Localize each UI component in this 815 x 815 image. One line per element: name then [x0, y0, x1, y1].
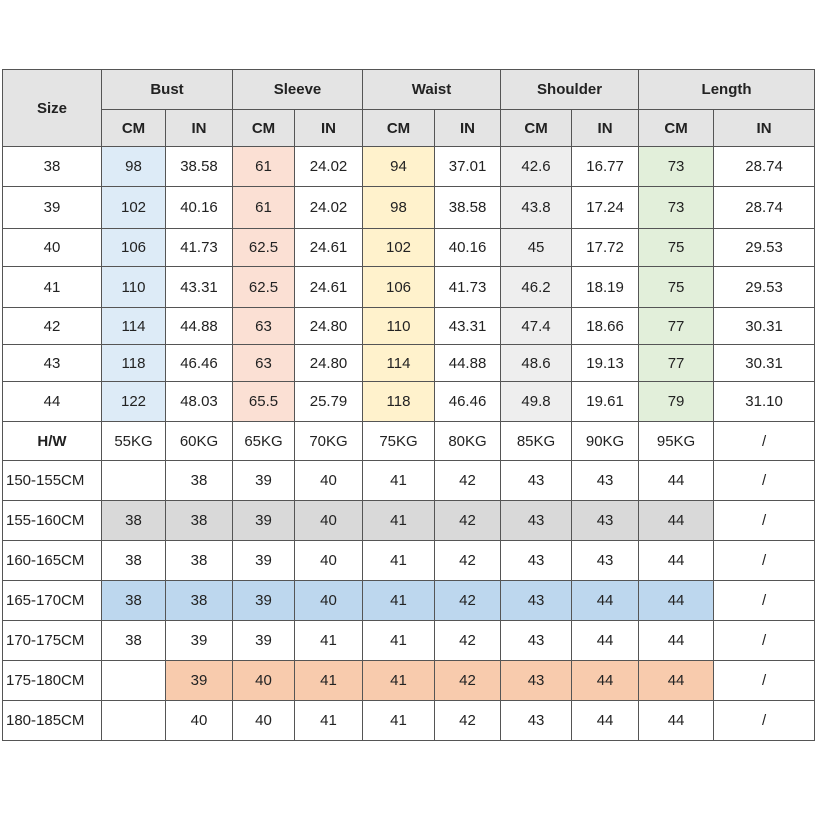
recommended-size-cell: 43 — [501, 501, 572, 541]
recommended-size-cell: 44 — [639, 501, 714, 541]
sleeve-cm-cell: 61 — [233, 147, 295, 187]
size-value: 40 — [3, 229, 102, 267]
recommended-size-cell: / — [714, 701, 815, 741]
bust-in-cell: 40.16 — [166, 187, 233, 229]
recommended-size-cell: / — [714, 581, 815, 621]
hw-row — [3, 501, 815, 541]
shoulder-in-cell: 17.24 — [572, 187, 639, 229]
size-row — [3, 382, 815, 422]
bust-cm-cell: 102 — [102, 187, 166, 229]
recommended-size-cell: 38 — [102, 541, 166, 581]
recommended-size-cell: 42 — [435, 581, 501, 621]
weight-header: 95KG — [639, 422, 714, 461]
bust-in-header: IN — [166, 110, 233, 147]
recommended-size-cell: 38 — [102, 581, 166, 621]
shoulder-cm-cell: 47.4 — [501, 308, 572, 345]
size-value: 39 — [3, 187, 102, 229]
recommended-size-cell: 42 — [435, 461, 501, 501]
recommended-size-cell: 44 — [639, 541, 714, 581]
shoulder-in-cell: 18.66 — [572, 308, 639, 345]
weight-header: 75KG — [363, 422, 435, 461]
size-value: 38 — [3, 147, 102, 187]
waist-in-cell: 41.73 — [435, 267, 501, 308]
sleeve-cm-cell: 62.5 — [233, 229, 295, 267]
weight-header: / — [714, 422, 815, 461]
recommended-size-cell: 39 — [166, 661, 233, 701]
sleeve-in-cell: 24.80 — [295, 345, 363, 382]
shoulder-cm-cell: 43.8 — [501, 187, 572, 229]
height-range: 150-155CM — [3, 461, 102, 501]
header-row-groups — [3, 70, 815, 110]
recommended-size-cell: 40 — [166, 701, 233, 741]
shoulder-header: Shoulder — [501, 70, 639, 110]
recommended-size-cell: 38 — [166, 541, 233, 581]
height-range: 175-180CM — [3, 661, 102, 701]
sleeve-in-cell: 25.79 — [295, 382, 363, 422]
size-row — [3, 147, 815, 187]
recommended-size-cell — [102, 661, 166, 701]
waist-in-cell: 43.31 — [435, 308, 501, 345]
length-cm-cell: 75 — [639, 267, 714, 308]
recommended-size-cell: 43 — [501, 541, 572, 581]
length-in-cell: 30.31 — [714, 308, 815, 345]
waist-in-cell: 44.88 — [435, 345, 501, 382]
weight-header: 70KG — [295, 422, 363, 461]
recommended-size-cell: 43 — [501, 461, 572, 501]
waist-in-header: IN — [435, 110, 501, 147]
recommended-size-cell: 44 — [639, 661, 714, 701]
bust-in-cell: 41.73 — [166, 229, 233, 267]
sleeve-cm-header: CM — [233, 110, 295, 147]
length-in-cell: 28.74 — [714, 147, 815, 187]
recommended-size-cell: 41 — [363, 621, 435, 661]
length-in-cell: 29.53 — [714, 267, 815, 308]
size-value: 42 — [3, 308, 102, 345]
recommended-size-cell: 44 — [639, 701, 714, 741]
recommended-size-cell: 38 — [166, 501, 233, 541]
waist-in-cell: 37.01 — [435, 147, 501, 187]
size-row — [3, 267, 815, 308]
hw-row — [3, 541, 815, 581]
length-cm-cell: 77 — [639, 308, 714, 345]
hw-label: H/W — [3, 422, 102, 461]
waist-cm-cell: 106 — [363, 267, 435, 308]
recommended-size-cell: 39 — [233, 581, 295, 621]
recommended-size-cell — [102, 461, 166, 501]
sleeve-cm-cell: 63 — [233, 345, 295, 382]
waist-header: Waist — [363, 70, 501, 110]
recommended-size-cell: 40 — [295, 541, 363, 581]
shoulder-in-header: IN — [572, 110, 639, 147]
bust-in-cell: 43.31 — [166, 267, 233, 308]
sleeve-cm-cell: 62.5 — [233, 267, 295, 308]
height-range: 170-175CM — [3, 621, 102, 661]
recommended-size-cell: 41 — [295, 661, 363, 701]
bust-cm-header: CM — [102, 110, 166, 147]
length-in-cell: 28.74 — [714, 187, 815, 229]
recommended-size-cell: 42 — [435, 701, 501, 741]
recommended-size-cell: 41 — [295, 621, 363, 661]
length-cm-cell: 79 — [639, 382, 714, 422]
waist-cm-cell: 102 — [363, 229, 435, 267]
recommended-size-cell: / — [714, 461, 815, 501]
height-range: 180-185CM — [3, 701, 102, 741]
recommended-size-cell: 43 — [501, 621, 572, 661]
size-row — [3, 229, 815, 267]
waist-in-cell: 38.58 — [435, 187, 501, 229]
weight-header: 55KG — [102, 422, 166, 461]
length-in-header: IN — [714, 110, 815, 147]
length-cm-cell: 73 — [639, 187, 714, 229]
recommended-size-cell: 39 — [233, 541, 295, 581]
bust-in-cell: 46.46 — [166, 345, 233, 382]
height-range: 160-165CM — [3, 541, 102, 581]
waist-cm-cell: 110 — [363, 308, 435, 345]
weight-header: 90KG — [572, 422, 639, 461]
recommended-size-cell: 43 — [501, 661, 572, 701]
length-cm-cell: 73 — [639, 147, 714, 187]
size-header: Size — [3, 70, 102, 147]
sleeve-in-cell: 24.61 — [295, 229, 363, 267]
sleeve-in-cell: 24.02 — [295, 187, 363, 229]
recommended-size-cell: 38 — [166, 581, 233, 621]
shoulder-cm-header: CM — [501, 110, 572, 147]
recommended-size-cell: 44 — [639, 461, 714, 501]
sleeve-cm-cell: 63 — [233, 308, 295, 345]
recommended-size-cell: 38 — [166, 461, 233, 501]
header-row-units — [3, 110, 815, 147]
recommended-size-cell: 39 — [166, 621, 233, 661]
length-header: Length — [639, 70, 815, 110]
recommended-size-cell: 39 — [233, 461, 295, 501]
recommended-size-cell: 38 — [102, 621, 166, 661]
recommended-size-cell: 40 — [295, 501, 363, 541]
length-in-cell: 29.53 — [714, 229, 815, 267]
height-range: 155-160CM — [3, 501, 102, 541]
length-in-cell: 31.10 — [714, 382, 815, 422]
recommended-size-cell: 41 — [363, 501, 435, 541]
height-range: 165-170CM — [3, 581, 102, 621]
length-cm-cell: 75 — [639, 229, 714, 267]
sleeve-in-header: IN — [295, 110, 363, 147]
recommended-size-cell: 43 — [501, 581, 572, 621]
recommended-size-cell: 40 — [295, 581, 363, 621]
recommended-size-cell: 41 — [363, 541, 435, 581]
hw-row — [3, 661, 815, 701]
length-cm-cell: 77 — [639, 345, 714, 382]
recommended-size-cell: 41 — [363, 461, 435, 501]
recommended-size-cell: 40 — [233, 701, 295, 741]
length-in-cell: 30.31 — [714, 345, 815, 382]
recommended-size-cell: 41 — [295, 701, 363, 741]
shoulder-cm-cell: 42.6 — [501, 147, 572, 187]
sleeve-in-cell: 24.80 — [295, 308, 363, 345]
sleeve-cm-cell: 65.5 — [233, 382, 295, 422]
hw-row — [3, 701, 815, 741]
hw-row — [3, 461, 815, 501]
hw-row — [3, 581, 815, 621]
bust-in-cell: 48.03 — [166, 382, 233, 422]
recommended-size-cell: 44 — [572, 621, 639, 661]
recommended-size-cell: 43 — [572, 541, 639, 581]
shoulder-cm-cell: 49.8 — [501, 382, 572, 422]
bust-in-cell: 44.88 — [166, 308, 233, 345]
shoulder-in-cell: 19.61 — [572, 382, 639, 422]
recommended-size-cell: 42 — [435, 541, 501, 581]
recommended-size-cell: / — [714, 621, 815, 661]
bust-header: Bust — [102, 70, 233, 110]
sleeve-cm-cell: 61 — [233, 187, 295, 229]
recommended-size-cell — [102, 701, 166, 741]
bust-cm-cell: 98 — [102, 147, 166, 187]
waist-in-cell: 40.16 — [435, 229, 501, 267]
weight-header: 85KG — [501, 422, 572, 461]
sleeve-header: Sleeve — [233, 70, 363, 110]
waist-cm-cell: 118 — [363, 382, 435, 422]
recommended-size-cell: / — [714, 541, 815, 581]
bust-cm-cell: 106 — [102, 229, 166, 267]
size-value: 41 — [3, 267, 102, 308]
bust-in-cell: 38.58 — [166, 147, 233, 187]
sleeve-in-cell: 24.61 — [295, 267, 363, 308]
waist-cm-cell: 114 — [363, 345, 435, 382]
recommended-size-cell: 44 — [572, 701, 639, 741]
size-row — [3, 187, 815, 229]
size-value: 43 — [3, 345, 102, 382]
shoulder-cm-cell: 48.6 — [501, 345, 572, 382]
recommended-size-cell: 43 — [572, 501, 639, 541]
length-cm-header: CM — [639, 110, 714, 147]
recommended-size-cell: 44 — [572, 661, 639, 701]
recommended-size-cell: 41 — [363, 581, 435, 621]
weight-header: 80KG — [435, 422, 501, 461]
recommended-size-cell: 40 — [295, 461, 363, 501]
waist-cm-cell: 94 — [363, 147, 435, 187]
recommended-size-cell: 44 — [639, 581, 714, 621]
shoulder-cm-cell: 45 — [501, 229, 572, 267]
recommended-size-cell: 44 — [639, 621, 714, 661]
bust-cm-cell: 114 — [102, 308, 166, 345]
recommended-size-cell: / — [714, 501, 815, 541]
recommended-size-cell: 39 — [233, 621, 295, 661]
hw-header-row — [3, 422, 815, 461]
recommended-size-cell: 41 — [363, 661, 435, 701]
shoulder-in-cell: 18.19 — [572, 267, 639, 308]
bust-cm-cell: 110 — [102, 267, 166, 308]
sleeve-in-cell: 24.02 — [295, 147, 363, 187]
size-chart-table — [2, 69, 815, 741]
weight-header: 60KG — [166, 422, 233, 461]
recommended-size-cell: 40 — [233, 661, 295, 701]
recommended-size-cell: 42 — [435, 661, 501, 701]
recommended-size-cell: 43 — [501, 701, 572, 741]
hw-row — [3, 621, 815, 661]
size-row — [3, 345, 815, 382]
recommended-size-cell: 43 — [572, 461, 639, 501]
waist-cm-cell: 98 — [363, 187, 435, 229]
size-row — [3, 308, 815, 345]
shoulder-in-cell: 19.13 — [572, 345, 639, 382]
recommended-size-cell: / — [714, 661, 815, 701]
bust-cm-cell: 122 — [102, 382, 166, 422]
bust-cm-cell: 118 — [102, 345, 166, 382]
recommended-size-cell: 44 — [572, 581, 639, 621]
recommended-size-cell: 39 — [233, 501, 295, 541]
recommended-size-cell: 38 — [102, 501, 166, 541]
waist-cm-header: CM — [363, 110, 435, 147]
weight-header: 65KG — [233, 422, 295, 461]
recommended-size-cell: 42 — [435, 621, 501, 661]
shoulder-in-cell: 16.77 — [572, 147, 639, 187]
recommended-size-cell: 41 — [363, 701, 435, 741]
shoulder-in-cell: 17.72 — [572, 229, 639, 267]
size-value: 44 — [3, 382, 102, 422]
waist-in-cell: 46.46 — [435, 382, 501, 422]
shoulder-cm-cell: 46.2 — [501, 267, 572, 308]
recommended-size-cell: 42 — [435, 501, 501, 541]
